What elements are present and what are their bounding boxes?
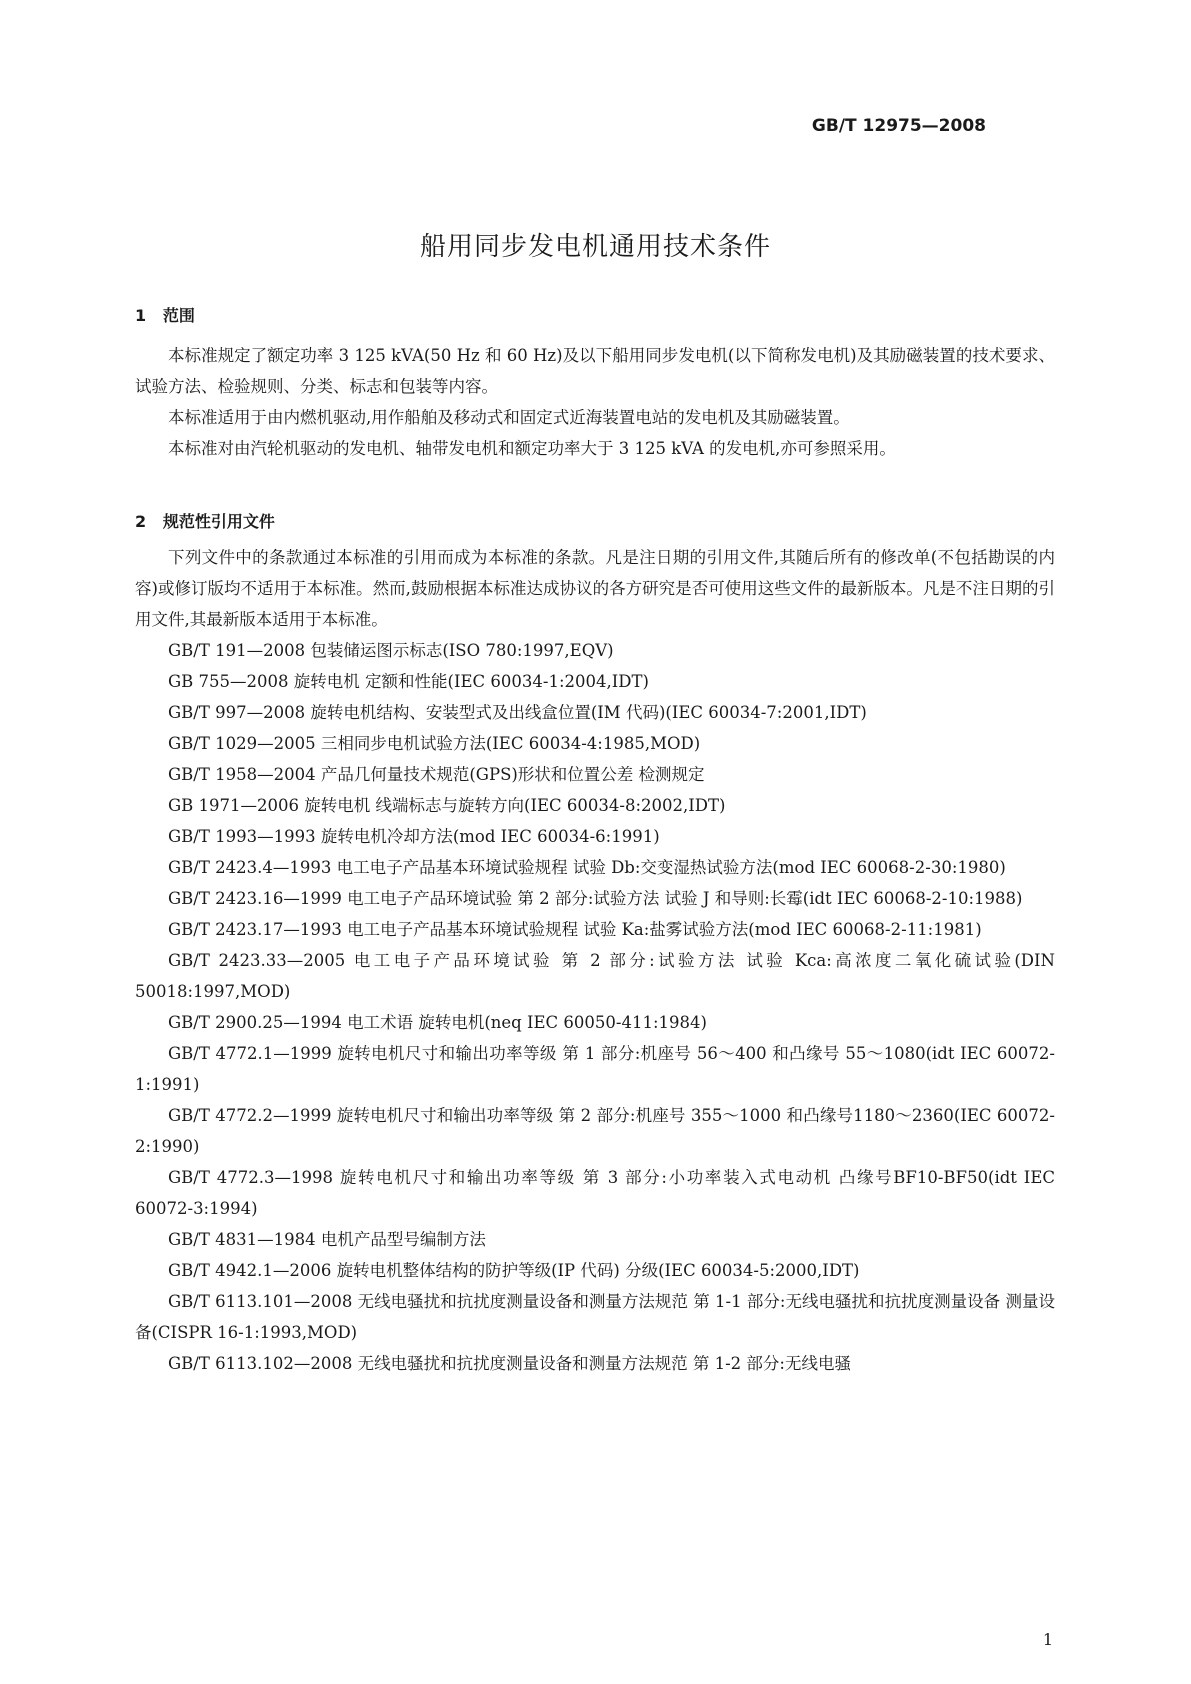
paragraph: 下列文件中的条款通过本标准的引用而成为本标准的条款。凡是注日期的引用文件,其随后所有的修改单(不包括勘误的内容)或修订版均不适用于本标准。然而,鼓励根据本标准达成协议的各方研究是否可使用这些文件的最新版本。凡是不注日期的引用文件,其最新版本适用于本标准。 bbox=[135, 548, 1055, 629]
page-number: 1 bbox=[1042, 1630, 1053, 1649]
reference-item: GB/T 2423.33—2005 电工电子产品环境试验 第 2 部分:试验方法 试验 Kca:高浓度二氧化硫试验(DIN 50018:1997,MOD) bbox=[135, 951, 1055, 1001]
reference-item: GB/T 4772.2—1999 旋转电机尺寸和输出功率等级 第 2 部分:机座号 355～1000 和凸缘号1180～2360(IEC 60072-2:1990) bbox=[135, 1106, 1055, 1156]
reference-item: GB/T 4772.1—1999 旋转电机尺寸和输出功率等级 第 1 部分:机座号 56～400 和凸缘号 55～1080(idt IEC 60072-1:1991) bbox=[135, 1044, 1055, 1094]
standard-code: GB/T 12975—2008 bbox=[811, 116, 986, 136]
reference-item: GB 755—2008 旋转电机 定额和性能(IEC 60034-1:2004,IDT) bbox=[168, 672, 649, 691]
reference-item: GB/T 1993—1993 旋转电机冷却方法(mod IEC 60034-6:1991) bbox=[168, 827, 660, 846]
document-title: 船用同步发电机通用技术条件 bbox=[419, 232, 771, 262]
reference-item: GB/T 1958—2004 产品几何量技术规范(GPS)形状和位置公差 检测规定 bbox=[168, 765, 705, 784]
section-1-heading: 1 范围 bbox=[135, 306, 195, 325]
section-2-heading: 2 规范性引用文件 bbox=[135, 512, 275, 531]
paragraph: 本标准规定了额定功率 3 125 kVA(50 Hz 和 60 Hz)及以下船用同步发电机(以下简称发电机)及其励磁装置的技术要求、试验方法、检验规则、分类、标志和包装等内容。 bbox=[135, 346, 1055, 396]
reference-item: GB/T 2423.16—1999 电工电子产品环境试验 第 2 部分:试验方法 试验 J 和导则:长霉(idt IEC 60068-2-10:1988) bbox=[168, 889, 1023, 908]
reference-item: GB/T 2423.4—1993 电工电子产品基本环境试验规程 试验 Db:交变湿热试验方法(mod IEC 60068-2-30:1980) bbox=[168, 858, 1006, 877]
reference-item: GB/T 6113.101—2008 无线电骚扰和抗扰度测量设备和测量方法规范 第 1-1 部分:无线电骚扰和抗扰度测量设备 测量设备(CISPR 16-1:1993,MOD) bbox=[135, 1292, 1055, 1342]
section-1 bbox=[135, 303, 1055, 326]
reference-item: GB/T 191—2008 包装储运图示标志(ISO 780:1997,EQV) bbox=[168, 641, 614, 660]
reference-item: GB/T 1029—2005 三相同步电机试验方法(IEC 60034-4:1985,MOD) bbox=[168, 734, 701, 753]
reference-item: GB/T 2900.25—1994 电工术语 旋转电机(neq IEC 60050-411:1984) bbox=[168, 1013, 707, 1032]
reference-item: GB/T 997—2008 旋转电机结构、安装型式及出线盒位置(IM 代码)(IEC 60034-7:2001,IDT) bbox=[168, 703, 867, 722]
reference-item: GB/T 4831—1984 电机产品型号编制方法 bbox=[168, 1230, 486, 1249]
reference-item: GB 1971—2006 旋转电机 线端标志与旋转方向(IEC 60034-8:2002,IDT) bbox=[168, 796, 726, 815]
reference-item: GB/T 4772.3—1998 旋转电机尺寸和输出功率等级 第 3 部分:小功率装入式电动机 凸缘号BF10-BF50(idt IEC 60072-3:1994) bbox=[135, 1168, 1055, 1218]
reference-item: GB/T 2423.17—1993 电工电子产品基本环境试验规程 试验 Ka:盐雾试验方法(mod IEC 60068-2-11:1981) bbox=[168, 920, 982, 939]
reference-item: GB/T 4942.1—2006 旋转电机整体结构的防护等级(IP 代码) 分级(IEC 60034-5:2000,IDT) bbox=[168, 1261, 860, 1280]
paragraph: 本标准适用于由内燃机驱动,用作船舶及移动式和固定式近海装置电站的发电机及其励磁装置。 bbox=[168, 408, 850, 427]
section-2 bbox=[135, 509, 1055, 532]
section-2-body bbox=[135, 542, 1055, 1379]
reference-item: GB/T 6113.102—2008 无线电骚扰和抗扰度测量设备和测量方法规范 第 1-2 部分:无线电骚 bbox=[168, 1354, 851, 1373]
paragraph: 本标准对由汽轮机驱动的发电机、轴带发电机和额定功率大于 3 125 kVA 的发电机,亦可参照采用。 bbox=[168, 439, 896, 458]
section-1-body bbox=[135, 340, 1055, 464]
